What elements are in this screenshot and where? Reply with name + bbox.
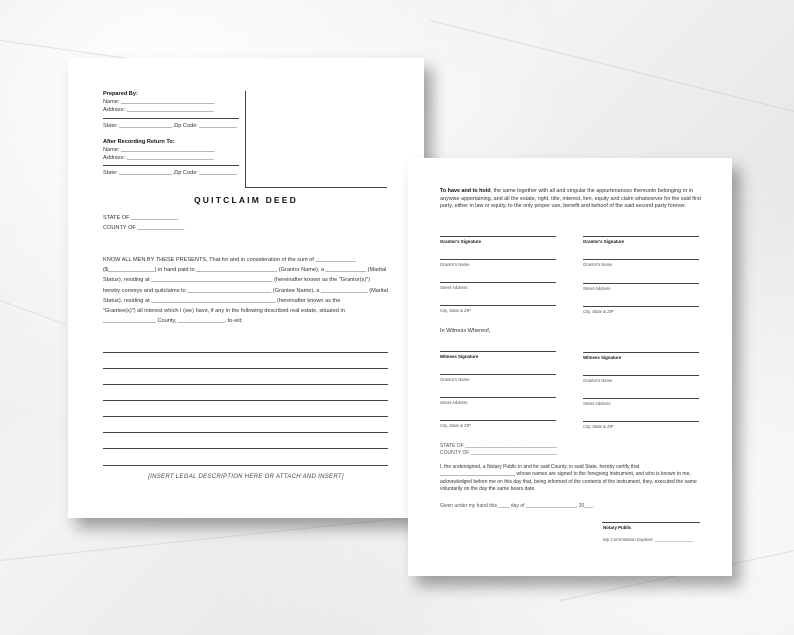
quitclaim-deed-page — [68, 58, 424, 518]
street-address-label: Street Address — [440, 285, 468, 290]
signature-line — [583, 259, 699, 260]
legal-description-note: [INSERT LEGAL DESCRIPTION HERE OR ATTACH AND INSERT] — [148, 474, 344, 480]
legal-description-line — [103, 465, 388, 466]
signature-line — [440, 259, 556, 260]
city-state-zip-label: City, State & ZIP — [440, 308, 471, 313]
notary-county-of: COUNTY OF _______________________________ — [440, 450, 557, 456]
prepared-name-field: Name: ______________________________ — [103, 99, 215, 105]
signature-line — [583, 398, 699, 399]
notary-public-label: Notary Public — [603, 525, 632, 530]
signature-line — [440, 351, 556, 352]
signature-line — [440, 374, 556, 375]
prepared-state-zip-field: State: _________________ Zip Code: ____________ — [103, 123, 237, 129]
signature-line — [440, 420, 556, 421]
notary-acknowledgment: I, the undersigned, a Notary Public in and for said County, in said State, hereby certify that ___________________________ whose names are signed to the foregoing instrument, and who is known to me, acknowledged before me on this day that, being informed of the contents of the instrument, they, executed the same voluntarily on the day the same bears date. — [440, 464, 697, 493]
street-address-label: Street Address — [583, 401, 611, 406]
habendum-text: , the same together with all and singular the appurtenances thereunto belonging or in anywise appertaining, and all the estate, right, title, interest, lien, equity and claim whatsoever for the said first party, either in law or equity, to the only proper use, benefit and behoof of the said second party forever. — [440, 188, 701, 210]
address-line — [103, 165, 239, 166]
header-divider-vertical — [245, 91, 246, 187]
signature-line — [583, 421, 699, 422]
signature-line — [440, 397, 556, 398]
return-name-field: Name: ______________________________ — [103, 147, 215, 153]
header-divider-horizontal — [245, 187, 387, 188]
city-state-zip-label: City, State & ZIP — [440, 423, 471, 428]
signature-line — [583, 375, 699, 376]
signature-line — [583, 236, 699, 237]
prepared-address-field: Address: ____________________________ — [103, 107, 214, 113]
habendum-paragraph — [440, 188, 702, 211]
notary-state-of: STATE OF _________________________________ — [440, 443, 557, 449]
address-line — [103, 118, 239, 119]
signature-line — [440, 236, 556, 237]
prepared-by-heading: Prepared By: — [103, 91, 138, 97]
witness-signature-label: Witness Signature — [440, 354, 479, 359]
grantor-signature-label: Grantor's Signature — [583, 239, 625, 244]
deed-body-paragraph: KNOW ALL MEN BY THESE PRESENTS, That for and in consideration of the sum of _____________ ($_______________) in hand paid to __________________________ (Grantor Name), a _____________ (Marital Status), residing at _______________________________________ (hereinafter known as the "Grantor(s)") hereby conveys and quitclaims to ___________________________ (Grantee Name), a _______________ (Marital Status), residing at ________________________________________ (hereinafter known as the "Grantee(s)") all interest which I (we) have, if any in the following described real estate, situated in _________________ County, _______________, to-wit: — [103, 257, 388, 325]
signature-line — [440, 282, 556, 283]
legal-description-line — [103, 416, 388, 417]
in-witness-whereof: In Witness Whereof, — [440, 328, 491, 334]
street-address-label: Street Address — [583, 286, 611, 291]
legal-description-line — [103, 384, 388, 385]
marble-vein — [430, 20, 794, 113]
legal-description-line — [103, 368, 388, 369]
grantor-name-label: Grantor's Name — [583, 262, 613, 267]
return-state-zip-field: State: _________________ Zip Code: ____________ — [103, 170, 237, 176]
notary-signature-line — [602, 522, 700, 523]
signature-notary-page — [408, 158, 732, 576]
legal-description-line — [103, 432, 388, 433]
deed-title: QUITCLAIM DEED — [194, 195, 298, 205]
witness-signature-label: Witness Signature — [583, 355, 622, 360]
county-of-field: COUNTY OF _______________ — [103, 225, 185, 231]
marble-vein — [0, 516, 418, 561]
commission-expires: My Commission Expires: _______________ — [603, 537, 694, 542]
legal-description-line — [103, 400, 388, 401]
city-state-zip-label: City, State & ZIP — [583, 309, 614, 314]
city-state-zip-label: City, State & ZIP — [583, 424, 614, 429]
signature-line — [583, 306, 699, 307]
habendum-bold: To have and to hold — [440, 188, 491, 194]
after-recording-heading: After Recording Return To: — [103, 139, 175, 145]
legal-description-line — [103, 352, 388, 353]
street-address-label: Street Address — [440, 400, 468, 405]
grantor-name-label: Grantor's Name — [440, 377, 470, 382]
signature-line — [583, 352, 699, 353]
signature-line — [440, 305, 556, 306]
signature-line — [583, 283, 699, 284]
grantor-name-label: Grantor's Name — [583, 378, 613, 383]
given-under-hand: Given under my hand this ____ day of __________________, 20___. — [440, 503, 595, 509]
marble-vein — [0, 300, 66, 325]
grantor-name-label: Grantor's Name — [440, 262, 470, 267]
return-address-field: Address: ____________________________ — [103, 155, 214, 161]
grantor-signature-label: Grantor's Signature — [440, 239, 482, 244]
legal-description-line — [103, 448, 388, 449]
state-of-field: STATE OF _______________ — [103, 215, 178, 221]
